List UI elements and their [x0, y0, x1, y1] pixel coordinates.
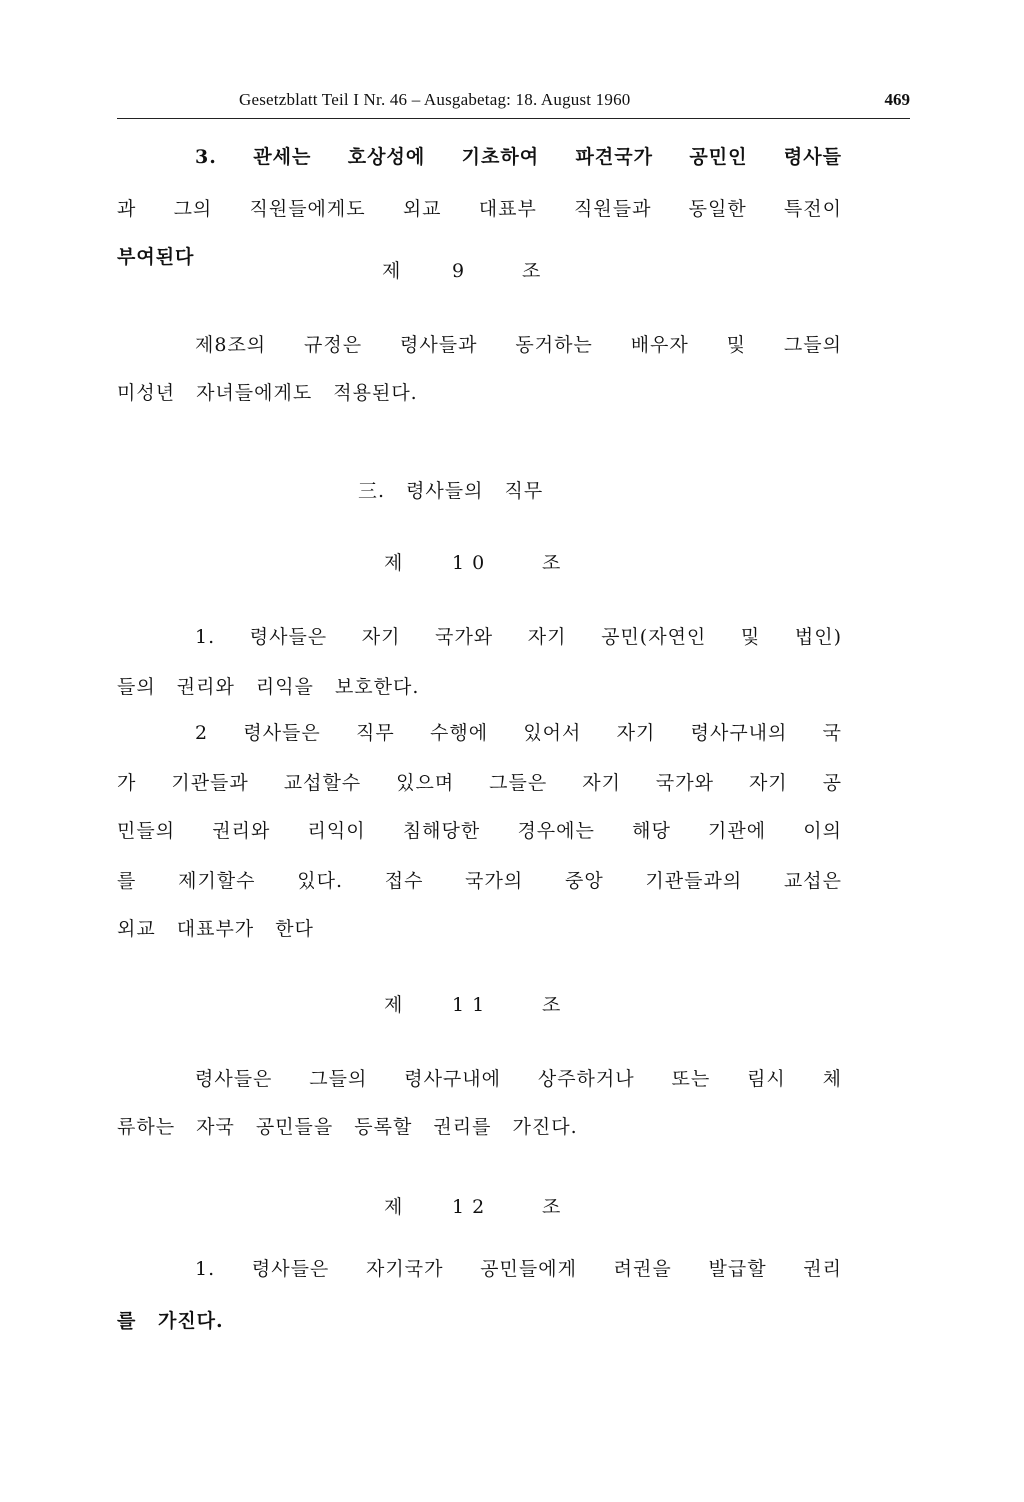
article-11-suffix: 조 [542, 994, 561, 1016]
header-rule [117, 118, 910, 119]
para-11-line-1: 령사들은 그들의 령사구내에 상주하거나 또는 림시 체 [195, 1068, 842, 1090]
para-10-1-line-2: 들의 권리와 리익을 보호한다. [117, 676, 420, 698]
para-12-1-line-1: 1. 령사들은 자기국가 공민들에게 려권을 발급할 권리 [195, 1258, 842, 1280]
page-header [117, 88, 910, 118]
para-10-2-line-1: 2 령사들은 직무 수행에 있어서 자기 령사구내의 국 [195, 722, 842, 744]
article-11-number: 11 [452, 994, 493, 1016]
article-9-prefix: 제 [382, 260, 401, 282]
para-10-2-line-2: 가 기관들과 교섭할수 있으며 그들은 자기 국가와 자기 공 [117, 772, 842, 794]
para-8-3-line-1: 3. 관세는 호상성에 기초하여 파견국가 공민인 령사들 [195, 146, 842, 168]
para-9-line-2: 미성년 자녀들에게도 적용된다. [117, 382, 418, 404]
para-10-2-line-5: 외교 대표부가 한다 [117, 918, 314, 940]
para-12-1-line-2: 를 가진다. [117, 1310, 224, 1332]
para-9-line-1: 제8조의 규정은 령사들과 동거하는 배우자 및 그들의 [195, 334, 842, 356]
article-10-prefix: 제 [384, 552, 403, 574]
article-12-prefix: 제 [384, 1196, 403, 1218]
article-10-suffix: 조 [542, 552, 561, 574]
section-3-title: 三. 령사들의 직무 [358, 480, 544, 502]
article-9-suffix: 조 [522, 260, 541, 282]
article-9-number: 9 [452, 260, 465, 282]
article-12-number: 12 [452, 1196, 493, 1218]
para-8-3-line-3: 부여된다 [117, 246, 195, 268]
article-12-suffix: 조 [542, 1196, 561, 1218]
article-11-prefix: 제 [384, 994, 403, 1016]
para-11-line-2: 류하는 자국 공민들을 등록할 권리를 가진다. [117, 1116, 578, 1138]
para-8-3-line-2: 과 그의 직원들에게도 외교 대표부 직원들과 동일한 특전이 [117, 198, 842, 220]
page-number: 469 [884, 90, 910, 109]
header-title: Gesetzblatt Teil I Nr. 46 – Ausgabetag: 18. August 1960 [239, 90, 631, 109]
para-10-2-line-3: 민들의 권리와 리익이 침해당한 경우에는 해당 기관에 이의 [117, 820, 842, 842]
para-10-1-line-1: 1. 령사들은 자기 국가와 자기 공민(자연인 및 법인) [195, 626, 842, 648]
para-10-2-line-4: 를 제기할수 있다. 접수 국가의 중앙 기관들과의 교섭은 [117, 870, 842, 892]
article-10-number: 10 [452, 552, 493, 574]
